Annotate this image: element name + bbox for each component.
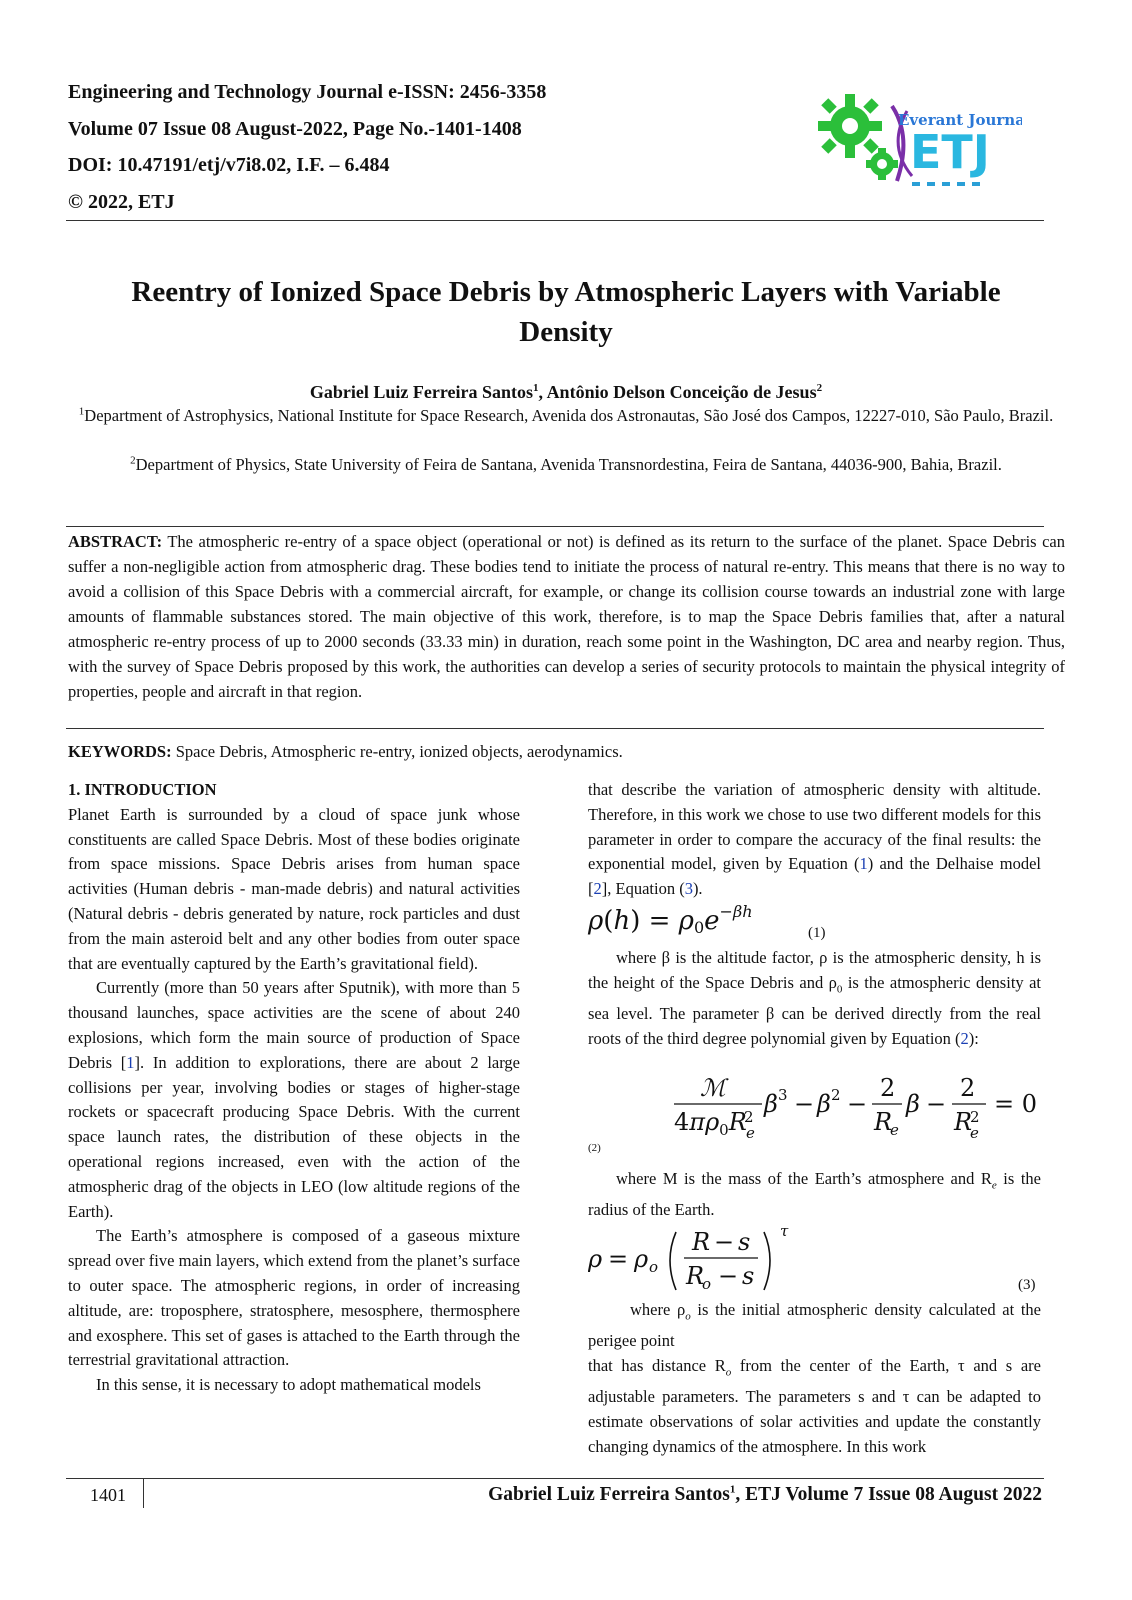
equation-2-number: (2) xyxy=(588,1142,601,1154)
svg-text:R: R xyxy=(874,1108,893,1136)
right-column-eq2-text xyxy=(588,1167,1041,1223)
svg-text:e: e xyxy=(970,1124,979,1142)
author-1-sup: 1 xyxy=(533,382,539,394)
footer-divider xyxy=(143,1478,144,1508)
svg-text:−: − xyxy=(794,1090,815,1118)
svg-text:τ: τ xyxy=(780,1222,789,1240)
affiliation-1-sup: 1 xyxy=(78,405,85,418)
author-separator: , xyxy=(538,382,547,402)
svg-text:−: − xyxy=(714,1228,735,1256)
equation-link-3[interactable]: 3 xyxy=(684,879,693,899)
equation-3 xyxy=(588,1220,808,1300)
svg-text:3: 3 xyxy=(778,1086,788,1104)
svg-text:o: o xyxy=(649,1258,659,1276)
right-p1-a: that describe the variation of atmospheric density with altitude. Therefore, in this work we chose to use two different models for this parameter in order to compare the accuracy of the final results: the exponential model, given by Equation ( xyxy=(588,780,1041,874)
rho-sub: 0 xyxy=(836,983,843,996)
affiliation-2-text: Department of Physics, State University of Feira de Santana, Avenida Transnordestina, Feira de Santana, 44036-900, Bahia, Brazil. xyxy=(135,455,1002,474)
right-p3-a: where M is the mass of the Earth’s atmosphere and R xyxy=(616,1169,992,1188)
equation-link-1[interactable]: 1 xyxy=(859,854,868,874)
right-paragraph-1 xyxy=(588,778,1041,902)
equation-link-2[interactable]: 2 xyxy=(960,1028,969,1048)
citation-link-2[interactable]: 2 xyxy=(593,879,602,899)
citation-link-1[interactable]: 1 xyxy=(126,1052,135,1072)
right-p5-b: from the center of the Earth, τ and s are adjustable parameters. The parameters s and τ can be adapted to estimate observations of solar activities and update the constantly changing dynamics of the atmosphere. In this work xyxy=(588,1355,1041,1456)
svg-text:ℳ: ℳ xyxy=(700,1074,726,1102)
right-p2-a: where β is the altitude factor, ρ is the atmospheric density, h is the height of the Space Debris and ρ xyxy=(588,948,1041,992)
affiliation-1-text: Department of Astrophysics, National Institute for Space Research, Avenida dos Astronautas, São José dos Campos, 12227-010, São Paulo, Brazil. xyxy=(84,406,1054,425)
right-paragraph-2 xyxy=(588,946,1041,1051)
svg-text:s: s xyxy=(742,1262,755,1290)
svg-text:ρ: ρ xyxy=(634,1245,649,1273)
footer-rule xyxy=(66,1478,1044,1479)
abstract xyxy=(68,529,1065,704)
doi-info: DOI: 10.47191/etj/v7i8.02, I.F. – 6.484 xyxy=(68,154,390,176)
volume-info: Volume 07 Issue 08 August-2022, Page No.-1401-1408 xyxy=(68,118,522,140)
intro-paragraph-4: In this sense, it is necessary to adopt mathematical models xyxy=(96,1375,481,1395)
author-1: Gabriel Luiz Ferreira Santos xyxy=(309,382,534,402)
equation-1-number: (1) xyxy=(808,925,826,941)
gear-logo-icon xyxy=(812,86,1022,196)
svg-text:ρ: ρ xyxy=(588,1245,603,1273)
svg-text:β: β xyxy=(906,1090,920,1118)
svg-text:R: R xyxy=(954,1108,973,1136)
re-sub: e xyxy=(991,1179,997,1192)
logo-top-text: Everant Journal xyxy=(898,111,1022,129)
footer-sup: 1 xyxy=(729,1483,736,1496)
equation-2 xyxy=(672,1072,1044,1142)
intro-p2-a: Currently (more than 50 years after Sputnik), with more than 5 thousand launches, space activities are the scene of about 240 explosions, which form the main source of production of Space Debris [ xyxy=(68,978,520,1072)
right-column-top xyxy=(588,778,1041,902)
svg-text:4πρ0R: $4\pi\rho_0R$ xyxy=(674,1108,747,1139)
svg-text:e: e xyxy=(890,1121,899,1139)
svg-text:e: e xyxy=(746,1124,755,1142)
intro-p2-b: ]. In addition to explorations, there are about 2 large collisions per year, involving bodies or stages of higher-stage rockets or spacecraft producing Space Debris. With the current space launch rates, the distribution of these objects in the operational regions increased, even with the action of the atmospheric drag of the objects in LEO (low altitude regions of the Earth). xyxy=(68,1052,521,1221)
keywords-label: KEYWORDS: xyxy=(68,742,172,761)
affiliation-2-sup: 2 xyxy=(130,454,136,467)
intro-paragraph-1: Planet Earth is surrounded by a cloud of space junk whose constituents are called Space Debris. Most of these bodies originate from space missions. Space Debris arises from human space activities (Human debris - man-made debris) and natural activities (Natural debris - debris generated by nature, rock particles and dust from the main asteroid belt and any other bodies from outer space that are eventually captured by the Earth’s gravitational field). xyxy=(68,804,520,973)
right-column-mid xyxy=(588,946,1041,1051)
footer-citation xyxy=(488,1484,1042,1506)
svg-text:−: − xyxy=(926,1090,947,1118)
right-paragraph-4 xyxy=(588,1298,1041,1354)
keywords-text: Space Debris, Atmospheric re-entry, ionized objects, aerodynamics. xyxy=(171,742,623,761)
journal-logo xyxy=(812,86,1022,196)
svg-text:2: 2 xyxy=(831,1086,841,1104)
paper-title: Reentry of Ionized Space Debris by Atmospheric Layers with Variable Density xyxy=(131,276,1001,348)
svg-text:2: 2 xyxy=(970,1108,980,1126)
right-paragraph-5 xyxy=(588,1354,1041,1459)
right-p1-b: ) and the Delhaise model [ xyxy=(588,854,1041,899)
intro-paragraph-2 xyxy=(68,976,520,1224)
abstract-bottom-rule xyxy=(66,728,1044,729)
svg-text:R: R xyxy=(686,1262,705,1290)
svg-text:β: β xyxy=(764,1090,778,1118)
svg-text:s: s xyxy=(738,1228,751,1256)
affiliation-2 xyxy=(66,452,1066,477)
svg-text:2: 2 xyxy=(960,1074,976,1102)
right-p2-b: is the atmospheric density at sea level. The parameter β can be derived directly from the real roots of the third degree polynomial given by Equation ( xyxy=(588,972,1042,1048)
left-column xyxy=(68,778,520,1398)
authors xyxy=(66,382,1066,403)
right-paragraph-3 xyxy=(588,1167,1041,1223)
page-number: 1401 xyxy=(90,1485,126,1505)
abstract-top-rule xyxy=(66,526,1044,527)
author-2: Antônio Delson Conceição de Jesus xyxy=(546,382,817,402)
svg-text:R: R xyxy=(692,1228,711,1256)
keywords xyxy=(68,742,623,762)
svg-text:= 0: = 0 xyxy=(994,1090,1038,1118)
abstract-text: The atmospheric re-entry of a space object (operational or not) is defined as its return to the surface of the planet. Space Debris can suffer a non-negligible action from atmospheric drag. These bodies tend to initiate the process of natural re-entry. This means that there is no way to avoid a collision of this Space Debris with a commercial aircraft, for example, or change its collision course towards an industrial zone with large amounts of flammable substances stored. The main objective of this work, therefore, is to map the Space Debris families that, after a natural atmospheric re-entry process of up to 2000 seconds (33.33 min) in duration, reach some point in the Washington, DC area and nearby region. Thus, with the survey of Space Debris proposed by this work, the authorities can develop a series of security protocols to maintain the physical integrity of properties, people and aircraft in that region. xyxy=(68,532,1065,701)
footer-journal: , ETJ Volume 7 Issue 08 August 2022 xyxy=(735,1484,1042,1505)
right-p3-b: is the radius of the Earth. xyxy=(588,1169,1041,1220)
journal-name: Engineering and Technology Journal e-ISSN: 2456-3358 xyxy=(68,81,547,103)
right-column-bottom xyxy=(588,1298,1041,1459)
svg-text:2: 2 xyxy=(744,1108,754,1126)
abstract-label: ABSTRACT: xyxy=(68,532,163,551)
copyright: © 2022, ETJ xyxy=(68,191,175,213)
section-heading: 1. INTRODUCTION xyxy=(68,780,217,799)
logo-main-text: ETJ xyxy=(910,125,990,179)
rho-o-sub: o xyxy=(685,1310,691,1323)
intro-paragraph-3: The Earth’s atmosphere is composed of a gaseous mixture spread over five main layers, which extend from the planet’s surface to outer space. The atmospheric regions, in order of increasing altitude, are: troposphere, stratosphere, mesosphere, thermosphere and exosphere. This set of gases is attached to the Earth through the terrestrial gravitational attraction. xyxy=(68,1226,520,1370)
right-p1-c: ], Equation ( xyxy=(601,879,685,899)
equation-3-number: (3) xyxy=(1018,1277,1036,1293)
svg-text:=: = xyxy=(608,1245,629,1273)
footer-author: Gabriel Luiz Ferreira Santos xyxy=(488,1484,730,1505)
author-2-sup: 2 xyxy=(816,382,823,394)
right-p4-b: is the initial atmospheric density calculated at the perigee point xyxy=(588,1300,1041,1351)
svg-text:2: 2 xyxy=(880,1074,896,1102)
right-p5-a: that has distance R xyxy=(588,1355,726,1375)
affiliation-1 xyxy=(66,403,1066,428)
right-p2-c: ): xyxy=(968,1028,979,1048)
svg-text:−: − xyxy=(718,1262,739,1290)
ro-sub: o xyxy=(725,1366,732,1379)
right-p1-d: ). xyxy=(692,879,703,899)
svg-text:o: o xyxy=(702,1275,712,1293)
header-rule xyxy=(66,220,1044,221)
svg-text:−: − xyxy=(847,1090,868,1118)
equation-1: $\rho(h) = \rho 0e^{-\beta h}$ xyxy=(588,902,753,937)
right-p4-a: where ρ xyxy=(630,1300,686,1319)
svg-text:β: β xyxy=(817,1090,831,1118)
